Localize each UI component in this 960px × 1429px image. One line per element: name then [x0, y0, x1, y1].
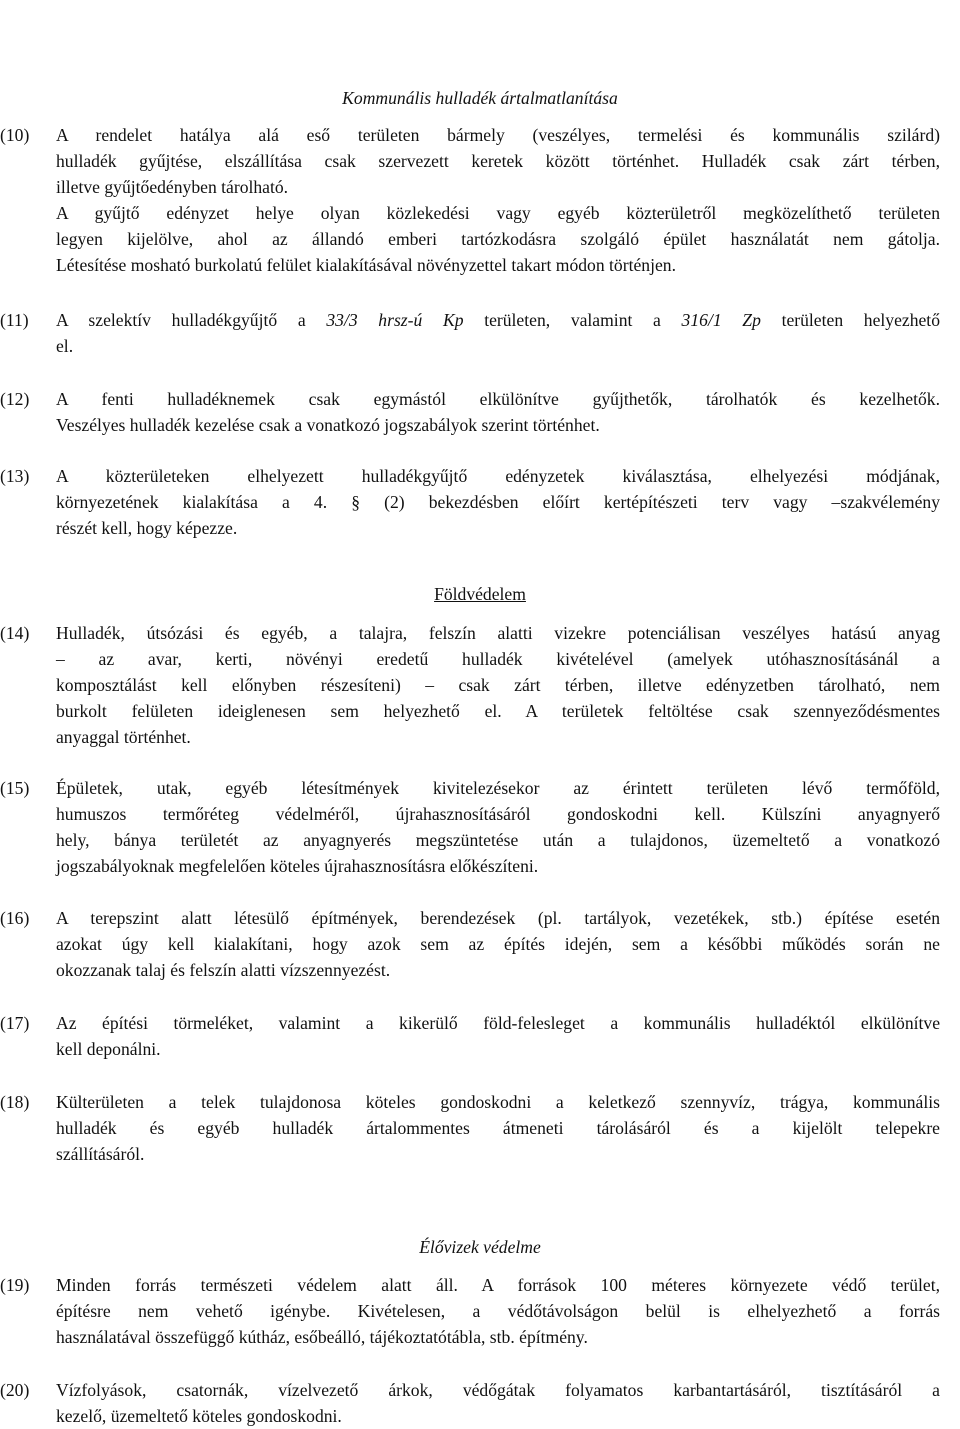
- text-line: azokat úgy kell kialakítani, hogy azok sem az építés idején, sem a későbbi működés során ne: [56, 934, 940, 954]
- paragraph-number: (15): [0, 778, 30, 798]
- text-line: részét kell, hogy képezze.: [56, 518, 238, 538]
- text-line: humuszos termőréteg védelméről, újrahasznosításáról gondoskodni kell. Külszíni anyagnyerő: [56, 804, 940, 824]
- paragraph-number: (17): [0, 1013, 30, 1033]
- text-line: anyaggal történhet.: [56, 727, 191, 747]
- paragraph-18: [0, 1089, 940, 1167]
- text-line: kezelő, üzemeltető köteles gondoskodni.: [56, 1406, 342, 1426]
- text-line: jogszabályoknak megfelelően köteles újrahasznosításra előkészíteni.: [56, 856, 539, 876]
- text-line: szállításáról.: [56, 1144, 145, 1164]
- text-line: A gyűjtő edényzet helye olyan közlekedési vagy egyéb közterületről megközelíthető területen: [56, 203, 940, 223]
- text-line: Létesítése mosható burkolatú felület kialakításával növényzettel takart módon történjen.: [56, 255, 676, 275]
- paragraph-number: (20): [0, 1380, 30, 1400]
- paragraph-17: [0, 1010, 940, 1062]
- text-line: Veszélyes hulladék kezelése csak a vonatkozó jogszabályok szerint történhet.: [56, 415, 600, 435]
- text-run: A szelektív hulladékgyűjtő a: [56, 310, 327, 330]
- paragraph-14: [0, 620, 940, 750]
- text-line: Épületek, utak, egyéb létesítmények kivitelezésekor az érintett területen lévő termőföld,: [56, 778, 940, 798]
- text-line: – az avar, kerti, növényi eredetű hulladék kivételével (amelyek utóhasznosításánál a: [56, 649, 940, 669]
- text-line: komposztálást kell előnyben részesíteni) – csak zárt térben, illetve edényzetben tárolható, nem: [56, 675, 940, 695]
- text-line: legyen kijelölve, ahol az állandó emberi tartózkodásra szolgáló épület használatát nem gátolja.: [56, 229, 940, 249]
- text-line: Hulladék, útsózási és egyéb, a talajra, felszín alatti vizekre potenciálisan veszélyes hatású anyag: [56, 623, 940, 643]
- paragraph-10: [0, 122, 940, 278]
- paragraph-number: (19): [0, 1275, 30, 1295]
- text-line: környezetének kialakítása a 4. § (2) bekezdésben előírt kertépítészeti terv vagy –szakvélemény: [56, 492, 940, 512]
- text-line: hulladék gyűjtése, elszállítása csak szervezett keretek között történhet. Hulladék csak zárt térben,: [56, 151, 940, 171]
- paragraph-number: (18): [0, 1092, 30, 1112]
- paragraph-13: [0, 463, 940, 541]
- section-heading-kommunalis: Kommunális hulladék ártalmatlanítása: [342, 88, 618, 108]
- text-line: hulladék és egyéb hulladék ártalommentes átmeneti tárolásáról és a kijelölt telepekre: [56, 1118, 940, 1138]
- paragraph-20: [0, 1377, 940, 1429]
- text-line: hely, bánya területét az anyagnyerés megszüntetése után a tulajdonos, üzemeltető a vonatkozó: [56, 830, 940, 850]
- text-line: A terepszint alatt létesülő építmények, berendezések (pl. tartályok, vezetékek, stb.) építése esetén: [56, 908, 940, 928]
- paragraph-12: [0, 386, 940, 438]
- section-heading-foldvedelem: Földvédelem: [434, 584, 526, 604]
- text-line: A rendelet hatálya alá eső területen bármely (veszélyes, termelési és kommunális szilárd): [56, 125, 940, 145]
- paragraph-number: (14): [0, 623, 30, 643]
- section-heading-elovizek: Élővizek védelme: [419, 1237, 541, 1257]
- paragraph-number: (16): [0, 908, 30, 928]
- text-line: Az építési törmeléket, valamint a kikerülő föld-felesleget a kommunális hulladéktól elkülönítve: [56, 1013, 940, 1033]
- text-line: okozzanak talaj és felszín alatti vízszennyezést.: [56, 960, 391, 980]
- text-line: építésre nem vehető igénybe. Kivételesen, a védőtávolságon belül is elhelyezhető a forrás: [56, 1301, 940, 1321]
- paragraph-19: [0, 1272, 940, 1350]
- text-run: területen helyezhető: [760, 310, 940, 330]
- text-line: Külterületen a telek tulajdonosa köteles gondoskodni a keletkező szennyvíz, trágya, kommunális: [56, 1092, 940, 1112]
- paragraph-number: (11): [0, 310, 29, 330]
- parcel-ref-kp: 33/3 hrsz-ú Kp: [326, 310, 464, 330]
- text-line: el.: [56, 336, 74, 356]
- text-line: burkolt felületen ideiglenesen sem helyezhető el. A területek feltöltése csak szennyeződésmentes: [56, 701, 940, 721]
- text-line: Minden forrás természeti védelem alatt áll. A források 100 méteres környezete védő terület,: [56, 1275, 940, 1295]
- text-line: [56, 307, 940, 333]
- paragraph-number: (12): [0, 389, 30, 409]
- paragraph-number: (10): [0, 125, 30, 145]
- text-line: Vízfolyások, csatornák, vízelvezető árkok, védőgátak folyamatos karbantartásáról, tisztításáról a: [56, 1380, 940, 1400]
- paragraph-16: [0, 905, 940, 983]
- text-line: használatával összefüggő kútház, esőbeálló, tájékoztatótábla, stb. építmény.: [56, 1327, 588, 1347]
- paragraph-number: (13): [0, 466, 30, 486]
- paragraph-15: [0, 775, 940, 879]
- text-run: területen, valamint a: [463, 310, 682, 330]
- text-line: illetve gyűjtőedényben tárolható.: [56, 177, 289, 197]
- text-line: A fenti hulladéknemek csak egymástól elkülönítve gyűjthetők, tárolhatók és kezelhetők.: [56, 389, 940, 409]
- text-line: kell deponálni.: [56, 1039, 161, 1059]
- paragraph-11: [0, 307, 940, 359]
- text-line: A közterületeken elhelyezett hulladékgyűjtő edényzetek kiválasztása, elhelyezési módjának,: [56, 466, 940, 486]
- parcel-ref-zp: 316/1 Zp: [681, 310, 761, 330]
